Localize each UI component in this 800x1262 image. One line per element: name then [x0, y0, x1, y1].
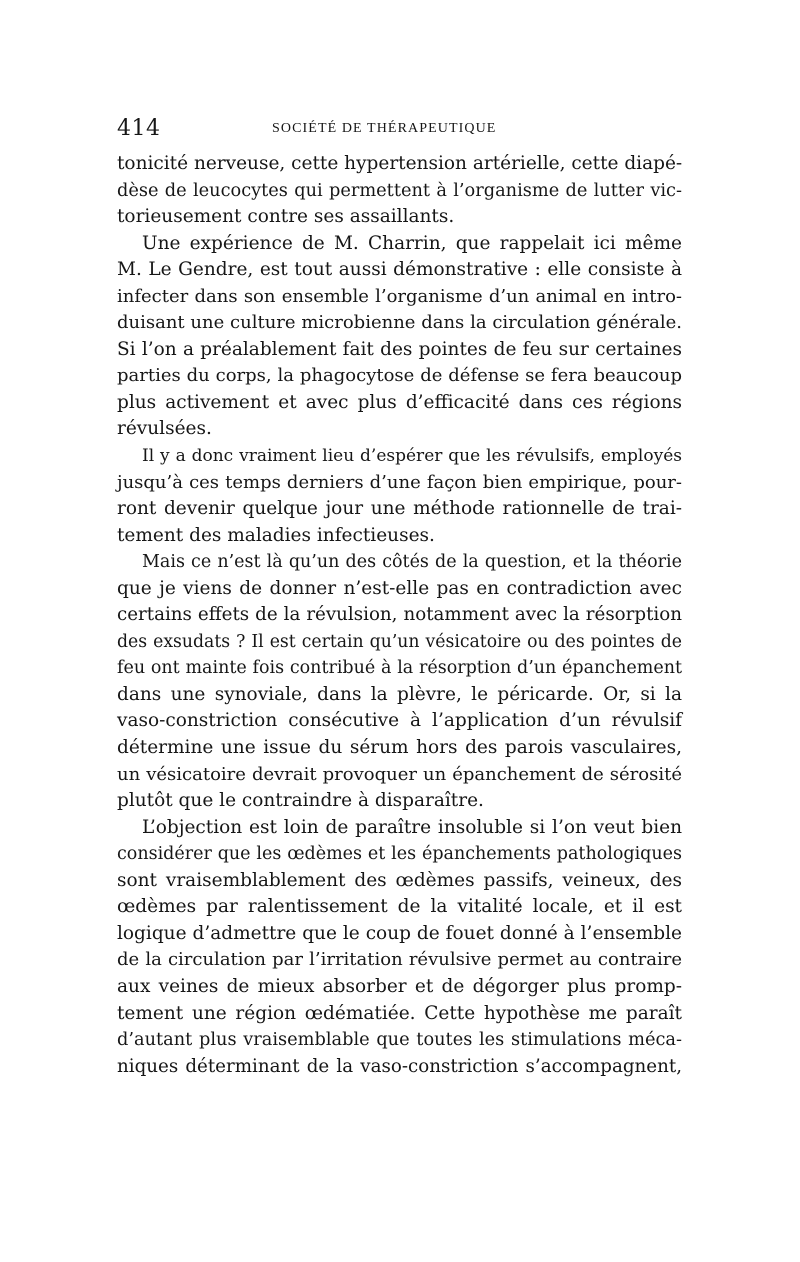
text-line: torieusement contre ses assaillants.	[117, 206, 455, 228]
paragraph	[117, 443, 682, 549]
text-line: tonicité nerveuse, cette hypertension artérielle, cette diapé-	[117, 153, 683, 174]
text-line: L’objection est loin de paraître insoluble si l’on veut bien	[142, 816, 682, 838]
text-line: révulsées.	[117, 418, 212, 440]
text-line: vaso-constriction consécutive à l’application d’un révulsif	[117, 710, 682, 732]
paragraph	[117, 151, 682, 231]
text-line: détermine une issue du sérum hors des parois vasculaires,	[117, 737, 682, 759]
text-line: Si l’on a préalablement fait des pointes de feu sur certaines	[117, 338, 682, 360]
text-line: œdèmes par ralentissement de la vitalité locale, et il est	[117, 896, 682, 918]
text-line: un vésicatoire devrait provoquer un épanchement de sérosité	[117, 763, 682, 785]
text-line: des exsudats ? Il est certain qu’un vésicatoire ou des pointes de	[117, 631, 682, 652]
text-line: aux veines de mieux absorber et de dégorger plus promp-	[117, 975, 682, 997]
running-head: SOCIÉTÉ DE THÉRAPEUTIQUE	[272, 121, 497, 136]
text-line: certains effets de la révulsion, notamment avec la résorption	[117, 604, 682, 626]
text-line: considérer que les œdèmes et les épanchements pathologiques	[117, 844, 682, 865]
paragraph	[117, 549, 682, 814]
text-line: M. Le Gendre, est tout aussi démonstrative : elle consiste à	[117, 259, 682, 281]
text-line: niques déterminant de la vaso-constriction s’accompagnent,	[117, 1055, 682, 1077]
text-line: plutôt que le contraindre à disparaître.	[117, 790, 484, 812]
text-line: dans une synoviale, dans la plèvre, le péricarde. Or, si la	[117, 683, 682, 705]
text-line: logique d’admettre que le coup de fouet donné à l’ensemble	[117, 922, 682, 944]
text-line: d’autant plus vraisemblable que toutes les stimulations méca-	[117, 1030, 682, 1051]
text-line: Il y a donc vraiment lieu d’espérer que les révulsifs, employés	[142, 446, 682, 467]
body-text	[117, 151, 682, 1080]
paragraph	[117, 231, 682, 443]
text-line: sont vraisemblablement des œdèmes passifs, veineux, des	[117, 869, 682, 891]
text-line: tement une région œdématiée. Cette hypothèse me paraît	[117, 1002, 682, 1024]
paragraph	[117, 815, 682, 1080]
text-line: que je viens de donner n’est-elle pas en contradiction avec	[117, 577, 682, 599]
text-line: jusqu’à ces temps derniers d’une façon bien empirique, pour-	[117, 471, 682, 493]
text-line: ront devenir quelque jour une méthode rationnelle de trai-	[117, 498, 682, 520]
text-line: duisant une culture microbienne dans la circulation générale.	[117, 312, 682, 334]
text-line: tement des maladies infectieuses.	[117, 524, 435, 546]
text-line: Mais ce n’est là qu’un des côtés de la question, et la théorie	[142, 552, 682, 573]
text-line: Une expérience de M. Charrin, que rappelait ici même	[142, 232, 682, 254]
page-header	[117, 114, 682, 144]
text-line: infecter dans son ensemble l’organisme d’un animal en intro-	[117, 285, 682, 307]
text-line: parties du corps, la phagocytose de défense se fera beaucoup	[117, 365, 682, 387]
text-line: dèse de leucocytes qui permettent à l’organisme de lutter vic-	[117, 180, 682, 201]
page-number: 414	[117, 116, 161, 141]
text-line: feu ont mainte fois contribué à la résorption d’un épanchement	[117, 658, 682, 679]
text-line: plus activement et avec plus d’efficacité dans ces régions	[117, 391, 682, 413]
text-line: de la circulation par l’irritation révulsive permet au contraire	[117, 949, 682, 971]
